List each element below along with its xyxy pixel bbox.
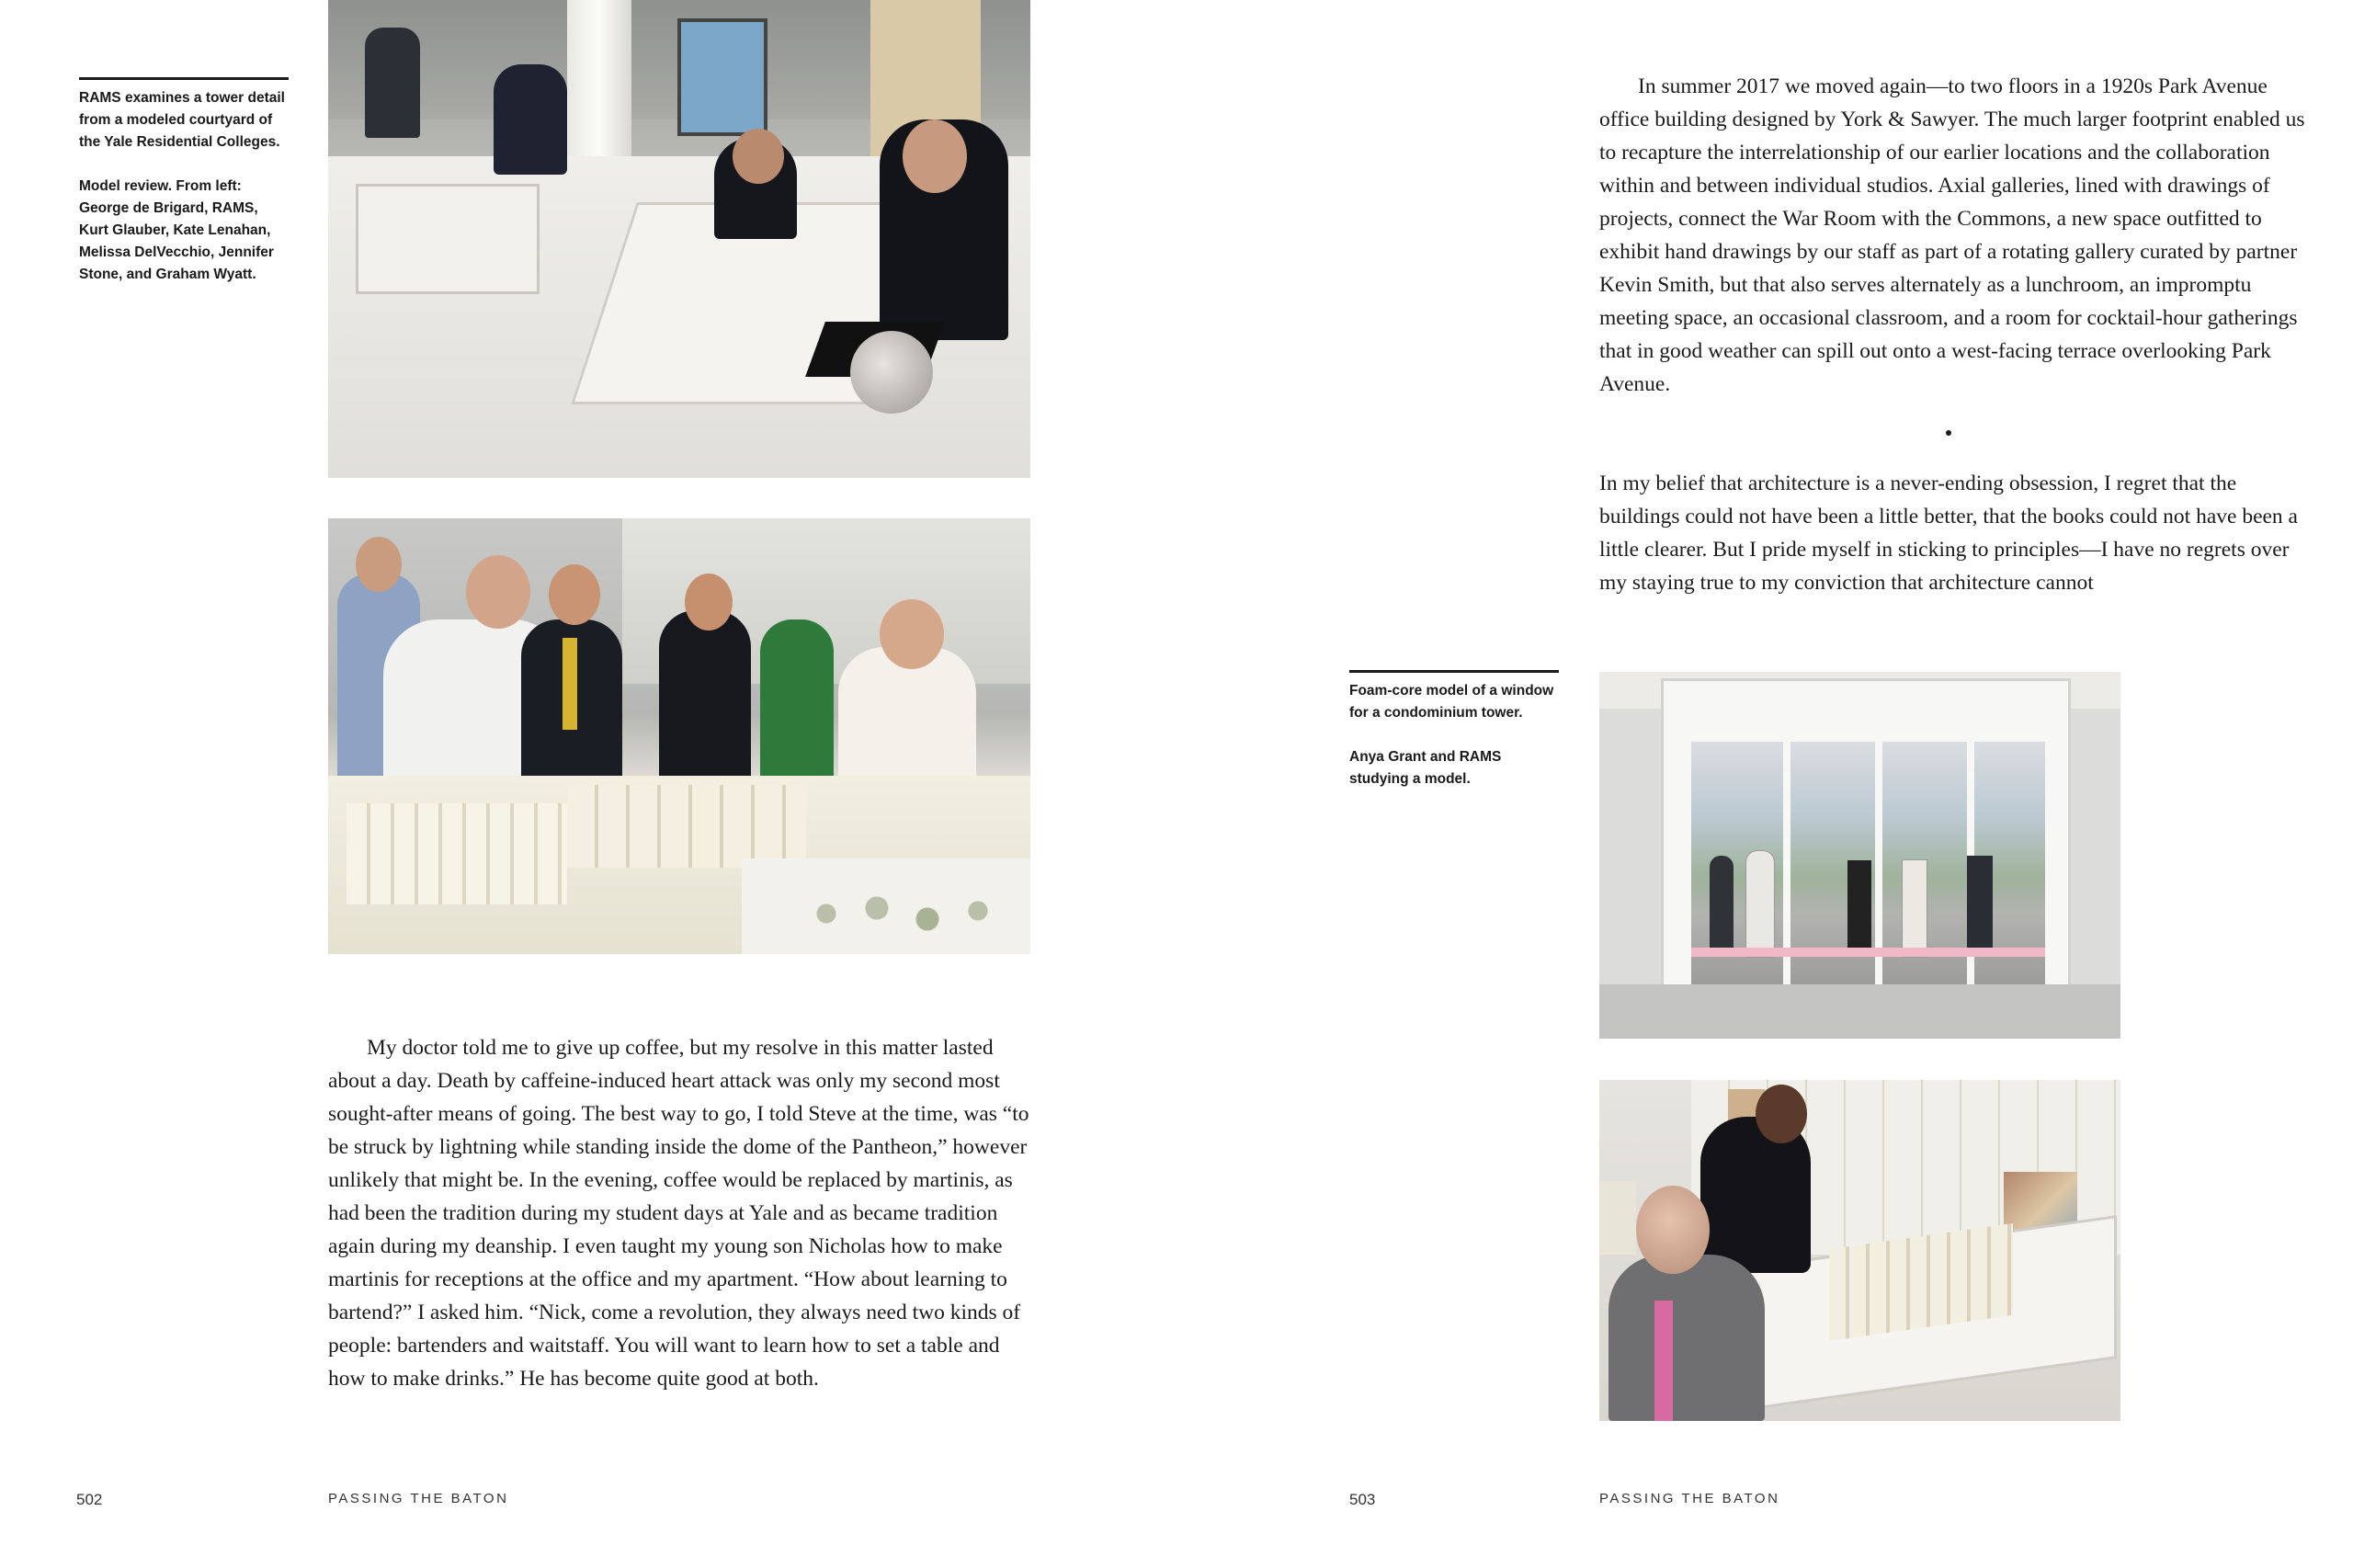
right-caption-anya-grant: Anya Grant and RAMS studying a model.	[1349, 749, 1502, 787]
photo-anya-grant-rams	[1599, 1080, 2120, 1421]
left-caption-model-review: Model review. From left: George de Brigard, RAMS, Kurt Glauber, Kate Lenahan, Melissa DelVecchio, Jennifer Stone, and Graham Wyatt.	[79, 178, 274, 282]
photo-window-model	[1599, 672, 2120, 1039]
right-body-text-top	[1599, 70, 2309, 401]
left-running-head: PASSING THE BATON	[328, 1491, 509, 1506]
left-caption-block	[79, 77, 289, 286]
right-page	[1176, 0, 2353, 1568]
right-paragraph-move: In summer 2017 we moved again—to two floors in a 1920s Park Avenue office building designed by York & Sawyer. The much larger footprint enabled us to recapture the interrelationship of our earlier locations and the collaboration within and between individual studios. Axial galleries, lined with drawings of projects, connect the War Room with the Commons, a new space outfitted to exhibit hand drawings by our staff as part of a rotating gallery curated by partner Kevin Smith, but that also serves alternately as a lunchroom, an impromptu meeting space, an occasional classroom, and a room for cocktail-hour gatherings that in good weather can spill out onto a west-facing terrace overlooking Park Avenue.	[1599, 74, 2305, 396]
right-caption-block	[1349, 670, 1559, 790]
right-caption-window-model: Foam-core model of a window for a condominium tower.	[1349, 683, 1554, 721]
right-running-head: PASSING THE BATON	[1599, 1491, 1780, 1506]
right-body-text-bottom	[1599, 467, 2311, 599]
left-page-number: 502	[76, 1491, 103, 1508]
left-body-text	[328, 1031, 1034, 1395]
section-break-bullet	[1946, 430, 1951, 436]
left-body-paragraph: My doctor told me to give up coffee, but my resolve in this matter lasted about a day. Death by caffeine-induced heart attack was only my second most sought-after means of going. The best way to go, I told Steve at the time, was “to be struck by lightning while standing inside the dome of the Pantheon,” however unlikely that might be. In the evening, coffee would be replaced by martinis, as had been the tradition during my student days at Yale and as became tradition again during my deanship. I even taught my young son Nicholas how to make martinis for receptions at the office and my apartment. “How about learning to bartend?” I asked him. “Nick, come a revolution, they always need two kinds of people: bartenders and waitstaff. You will want to learn how to set a table and how to make drinks.” He has become quite good at both.	[328, 1036, 1029, 1391]
photo-tower-model	[328, 0, 1030, 478]
right-page-number: 503	[1349, 1491, 1376, 1508]
left-caption-tower-detail: RAMS examines a tower detail from a modeled courtyard of the Yale Residential Colleges.	[79, 90, 285, 150]
left-page	[0, 0, 1176, 1568]
photo-model-review	[328, 518, 1030, 954]
right-paragraph-belief: In my belief that architecture is a never-ending obsession, I regret that the buildings could not have been a little better, that the books could not have been a little clearer. But I pride myself in sticking to principles—I have no regrets over my staying true to my conviction that architecture cannot	[1599, 472, 2298, 595]
